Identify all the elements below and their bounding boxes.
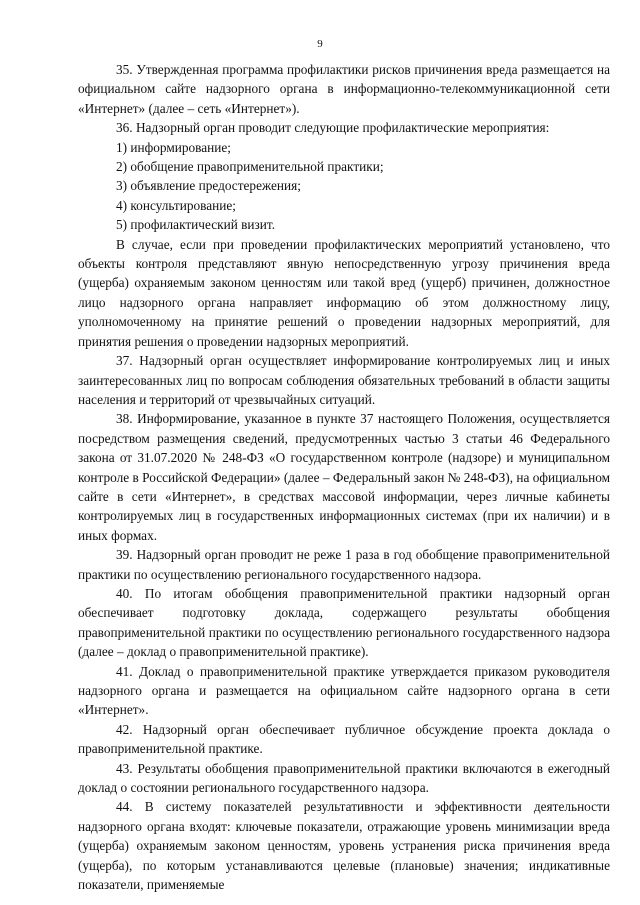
paragraph-39: 39. Надзорный орган проводит не реже 1 раза в год обобщение правоприменительной практики по осуществлению регионального государственного надзора.: [78, 547, 610, 582]
paragraph-41: 41. Доклад о правоприменительной практике утверждается приказом руководителя надзорного органа и размещается на официальном сайте надзорного органа в сети «Интернет».: [78, 663, 610, 718]
paragraph-37: 37. Надзорный орган осуществляет информирование контролируемых лиц и иных заинтересованных лиц по вопросам соблюдения обязательных требований в области защиты населения и территорий от чрезвычайных ситуаций.: [78, 353, 610, 407]
document-body: [78, 60, 610, 894]
paragraph-36: 36. Надзорный орган проводит следующие профилактические мероприятия:: [116, 120, 550, 136]
page-number: 9: [317, 38, 323, 50]
list-item-informing: 1) информирование;: [116, 139, 232, 155]
paragraph-44: 44. В систему показателей результативности и эффективности деятельности надзорного органа входят: ключевые показатели, отражающие уровень минимизации вреда (ущерба) охраняемым законом ценностям, уровень устранения риска причинения вреда (ущерба), по которым устанавливаются целевые (плановые) значения; индикативные показатели, применяемые: [78, 799, 610, 893]
paragraph-40: 40. По итогам обобщения правоприменительной практики надзорный орган обеспечивает подготовку доклада, содержащего результаты обобщения правоприменительной практики по осуществлению регионального государственного надзора (далее – доклад о правоприменительной практике).: [78, 585, 610, 660]
paragraph-42: 42. Надзорный орган обеспечивает публичное обсуждение проекта доклада о правоприменительной практике.: [78, 721, 610, 757]
list-item-consulting: 4) консультирование;: [116, 197, 236, 213]
list-item-warning: 3) объявление предостережения;: [116, 178, 301, 194]
paragraph-35: 35. Утвержденная программа профилактики рисков причинения вреда размещается на официальном сайте надзорного органа в информационно-телекоммуникационной сети «Интернет» (далее – сеть «Интернет»).: [78, 62, 610, 116]
paragraph-43: 43. Результаты обобщения правоприменительной практики включаются в ежегодный доклад о состоянии регионального государственного надзора.: [78, 760, 610, 796]
list-item-generalization: 2) обобщение правоприменительной практики;: [116, 159, 384, 175]
paragraph-threat-case: В случае, если при проведении профилактических мероприятий установлено, что объекты контроля представляют явную непосредственную угрозу причинения вреда (ущерба) охраняемым законом ценностям или такой вред (ущерб) причинен, должностное лицо надзорного органа направляет информацию об этом должностному лицу, уполномоченному на принятие решений о проведении надзорных мероприятий, для принятия решения о проведении надзорных мероприятий.: [78, 236, 610, 349]
paragraph-38: 38. Информирование, указанное в пункте 37 настоящего Положения, осуществляется посредством размещения сведений, предусмотренных частью 3 статьи 46 Федерального закона от 31.07.2020 № 248-ФЗ «О государственном контроле (надзоре) и муниципальном контроле в Российской Федерации» (далее – Федеральный закон № 248-ФЗ), на официальном сайте в сети «Интернет», в средствах массовой информации, через личные кабинеты контролируемых лиц в государственных информационных системах (при их наличии) и в иных формах.: [78, 411, 610, 543]
list-item-visit: 5) профилактический визит.: [116, 217, 276, 233]
